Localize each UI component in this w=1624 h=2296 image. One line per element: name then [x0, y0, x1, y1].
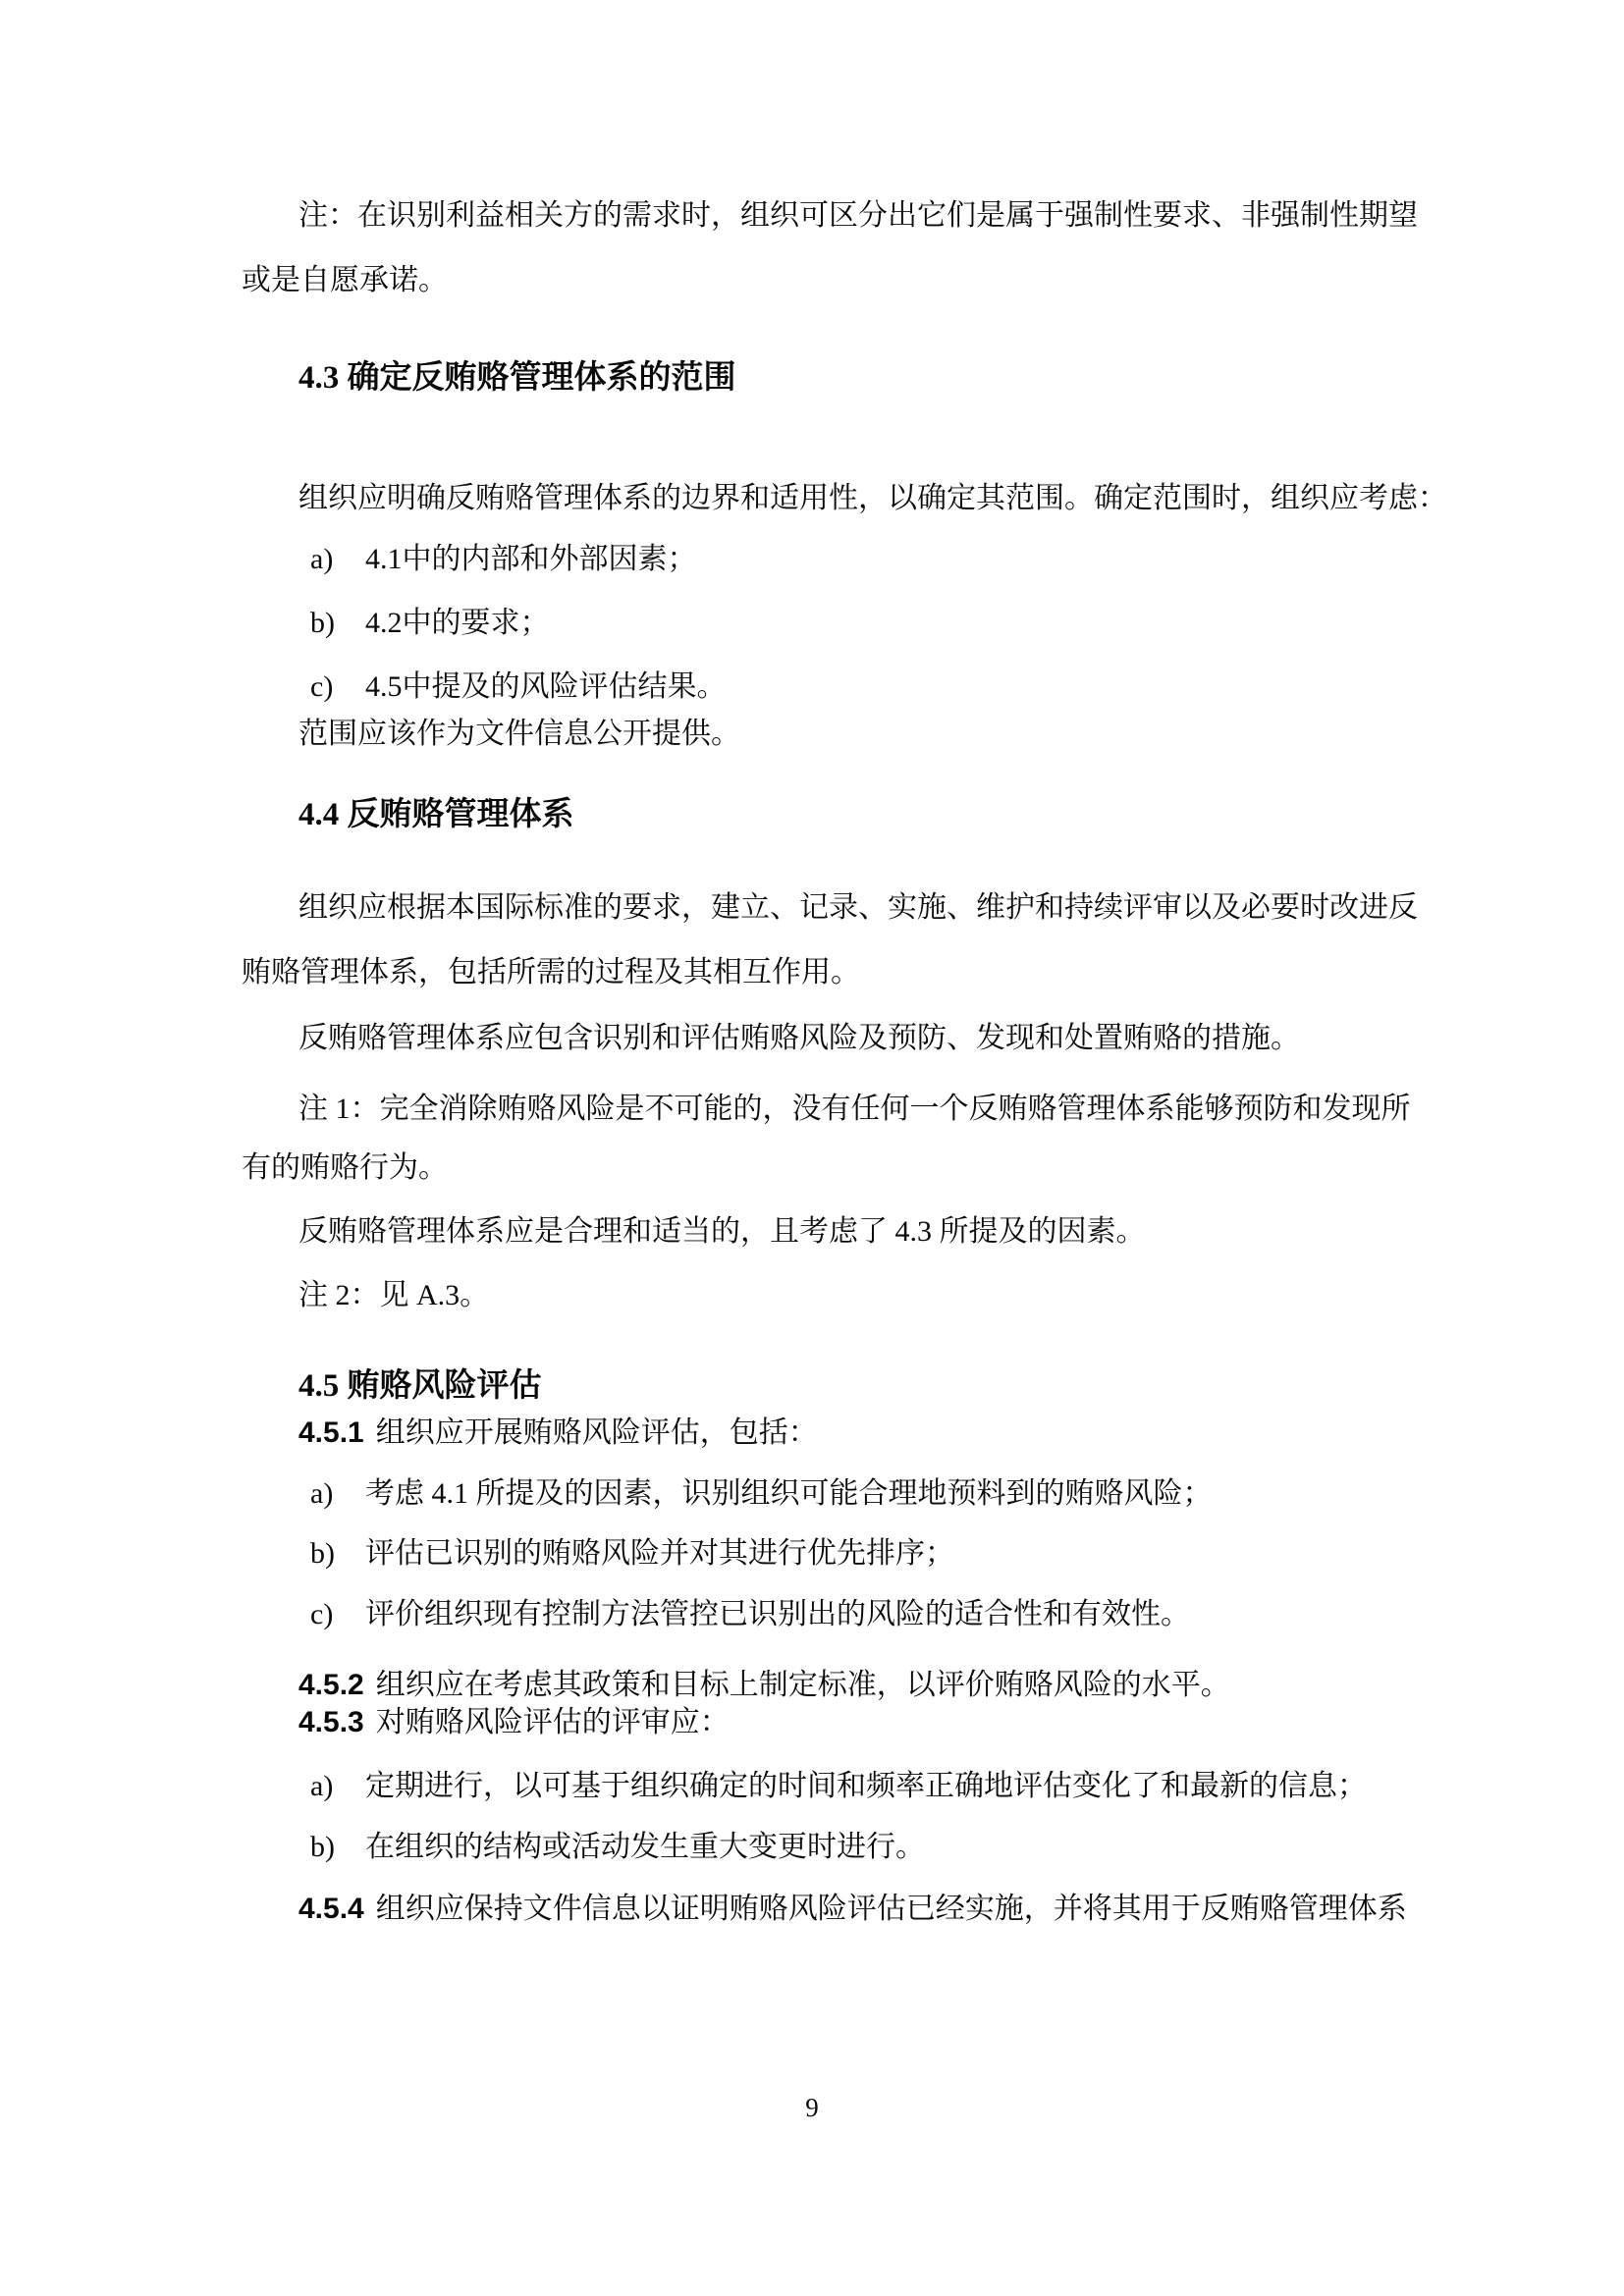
list-item-b	[242, 591, 1435, 656]
clause-number: 4.5.3	[298, 1706, 364, 1738]
list-item-text: 4.5中提及的风险评估结果。	[365, 670, 727, 703]
list-item-a	[242, 1462, 1435, 1526]
list-item-c	[242, 1582, 1435, 1647]
list-item-text: 定期进行，以可基于组织确定的时间和频率正确地评估变化了和最新的信息；	[365, 1770, 1367, 1802]
page-number: 9	[805, 2093, 819, 2122]
list-item-a	[242, 1754, 1435, 1819]
list-item-text: 评价组织现有控制方法管控已识别出的风险的适合性和有效性。	[365, 1598, 1190, 1630]
paragraph-abms-measures: 反贿赂管理体系应包含识别和评估贿赂风险及预防、发现和处置贿赂的措施。	[298, 1022, 1300, 1054]
list-marker: a)	[310, 543, 334, 575]
list-marker: b)	[310, 607, 335, 639]
paragraph-abms-reasonable: 反贿赂管理体系应是合理和适当的，且考虑了 4.3 所提及的因素。	[298, 1215, 1146, 1248]
list-item-text: 考虑 4.1 所提及的因素，识别组织可能合理地预料到的贿赂风险；	[365, 1477, 1213, 1510]
paragraph-scope-intro: 组织应明确反贿赂管理体系的边界和适用性，以确定其范围。确定范围时，组织应考虑：	[298, 482, 1447, 514]
list-item-text: 4.2中的要求；	[365, 607, 550, 639]
section-heading-4-5: 4.5 贿赂风险评估	[298, 1368, 542, 1404]
list-marker: a)	[310, 1477, 334, 1510]
list-marker: c)	[310, 670, 334, 703]
clause-4-5-1	[242, 1401, 1435, 1466]
list-marker: a)	[310, 1770, 334, 1802]
list-item-a	[242, 527, 1435, 592]
clause-number: 4.5.4	[298, 1893, 364, 1925]
list-item-b	[242, 1522, 1435, 1586]
clause-text: 组织应保持文件信息以证明贿赂风险评估已经实施，并将其用于反贿赂管理体系	[375, 1893, 1407, 1925]
list-marker: b)	[310, 1537, 335, 1570]
clause-4-5-3	[242, 1690, 1435, 1755]
list-item-b	[242, 1815, 1435, 1880]
note-2: 注 2：见 A.3。	[298, 1279, 490, 1311]
paragraph-scope-available: 范围应该作为文件信息公开提供。	[298, 718, 740, 750]
clause-text: 组织应在考虑其政策和目标上制定标准，以评价贿赂风险的水平。	[375, 1669, 1230, 1701]
section-heading-4-4: 4.4 反贿赂管理体系	[298, 797, 574, 832]
clause-number: 4.5.2	[298, 1669, 364, 1701]
clause-text: 组织应开展贿赂风险评估，包括：	[375, 1416, 818, 1449]
clause-text: 对贿赂风险评估的评审应：	[375, 1706, 730, 1738]
list-item-text: 评估已识别的贿赂风险并对其进行优先排序；	[365, 1537, 954, 1570]
list-marker: c)	[310, 1598, 334, 1630]
section-heading-4-3: 4.3 确定反贿赂管理体系的范围	[298, 360, 736, 396]
clause-number: 4.5.1	[298, 1416, 364, 1449]
note-stakeholder-requirements: 注：在识别利益相关方的需求时，组织可区分出它们是属于强制性要求、非强制性期望或是自愿承诺。	[242, 199, 1418, 296]
list-item-text: 4.1中的内部和外部因素；	[365, 543, 697, 575]
list-marker: b)	[310, 1831, 335, 1863]
clause-4-5-4	[242, 1877, 1435, 1942]
paragraph-abms-establish: 组织应根据本国际标准的要求，建立、记录、实施、维护和持续评审以及必要时改进反贿赂管理体系，包括所需的过程及其相互作用。	[242, 891, 1418, 988]
note-1: 注 1：完全消除贿赂风险是不可能的，没有任何一个反贿赂管理体系能够预防和发现所有的贿赂行为。	[242, 1093, 1411, 1184]
list-item-text: 在组织的结构或活动发生重大变更时进行。	[365, 1831, 925, 1863]
